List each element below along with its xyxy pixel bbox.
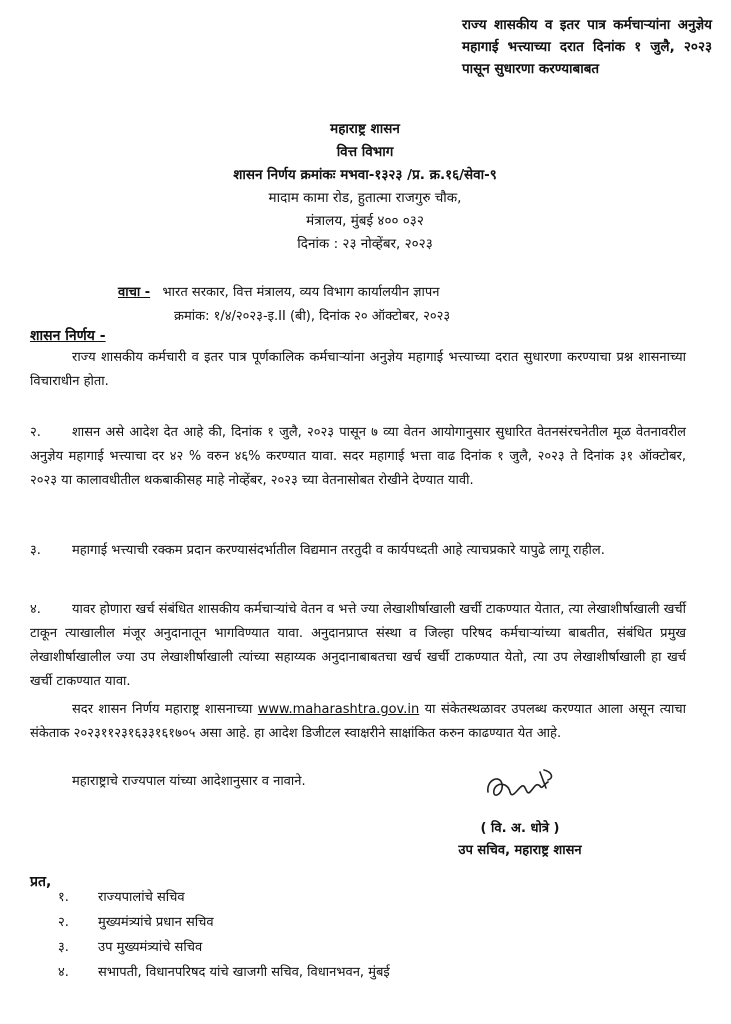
reference-block	[118, 281, 678, 329]
issuer-block	[150, 118, 580, 256]
list-item-number: ४.	[58, 965, 69, 980]
paragraph-1: राज्य शासकीय कर्मचारी व इतर पात्र पूर्णकालिक कर्मचाऱ्यांना अनुज्ञेय महागाई भत्त्याच्या दरात सुधारणा करण्याचा प्रश्न शासनाच्या विचाराधीन होता.	[30, 350, 686, 389]
website-link[interactable]: www.maharashtra.gov.in	[257, 702, 420, 717]
reference-line-1: भारत सरकार, वित्त मंत्रालय, व्यय विभाग कार्यालयीन ज्ञापन	[162, 285, 440, 300]
paragraph-4	[30, 598, 686, 694]
list-item-text: राज्यपालांचे सचिव	[98, 890, 185, 905]
paragraph-5-text-after: या संकेतस्थळावर उपलब्ध करण्यात आला असून त्याचा संकेताक २०२३११२३१६३३१६१७०५ असा आहे. हा आदेश डिजीटल स्वाक्षरीने साक्षांकित करुन काढण्यात येत आहे.	[30, 702, 686, 741]
paragraph-3	[30, 539, 686, 563]
copy-to-list	[58, 885, 678, 985]
paragraph-5-text-before: सदर शासन निर्णय महाराष्ट्र शासनाच्या	[72, 702, 258, 717]
signatory-designation: उप सचिव, महाराष्ट्र शासन	[458, 843, 582, 858]
list-item	[58, 960, 678, 985]
list-item	[58, 935, 678, 960]
paragraph-2-text: शासन असे आदेश देत आहे की, दिनांक १ जुलै, २०२३ पासून ७ व्या वेतन आयोगानुसार सुधारित वेतनसंरचनेतील मूळ वेतनावरील अनुज्ञेय महागाई भत्त्याचा दर ४२ % वरुन ४६% करण्यात यावा. सदर महागाई भत्ता वाढ दिनांक १ जुलै, २०२३ ते दिनांक ३१ ऑक्टोबर, २०२३ या कालावधीतील थकबाकीसह माहे नोव्हेंबर, २०२३ च्या वेतनासोबत रोखीने देण्यात यावी.	[30, 425, 686, 488]
paragraph-3-text: महागाई भत्त्याची रक्कम प्रदान करण्यासंदर्भातील विद्यमान तरतुदी व कार्यपध्दती आहे त्याचप्रकारे यापुढे लागू राहील.	[72, 543, 605, 558]
resolution-number: शासन निर्णय क्रमांकः मभवा-१३२३ /प्र. क्र.१६/सेवा-९	[233, 167, 497, 183]
list-item-text: सभापती, विधानपरिषद यांचे खाजगी सचिव, विधानभवन, मुंबई	[98, 965, 390, 980]
list-item-text: उप मुख्यमंत्र्यांचे सचिव	[98, 940, 203, 955]
paragraph-2	[30, 421, 686, 493]
resolution-heading: शासन निर्णय -	[30, 328, 106, 344]
paragraph-2-number: २.	[30, 425, 41, 440]
paragraph-5	[30, 698, 686, 746]
address-line-1: मादाम कामा रोड, हुतात्मा राजगुरु चौक,	[268, 190, 462, 206]
subject-block: राज्य शासकीय व इतर पात्र कर्मचाऱ्यांना अनुज्ञेय महागाई भत्त्याच्या दरात दिनांक १ जुलै, २०२३ पासून सुधारणा करण्याबाबत	[462, 17, 712, 77]
reference-label: वाचा -	[118, 285, 151, 300]
list-item	[58, 885, 678, 910]
list-item	[58, 910, 678, 935]
authority-line: महाराष्ट्राचे राज्यपाल यांच्या आदेशानुसार व नावाने.	[72, 774, 306, 789]
signatory-block	[420, 818, 620, 862]
issue-date: दिनांक : २३ नोव्हेंबर, २०२३	[297, 236, 433, 252]
government-name: महाराष्ट्र शासन	[330, 121, 400, 137]
list-item-text: मुख्यमंत्र्यांचे प्रधान सचिव	[98, 915, 214, 930]
paragraph-4-number: ४.	[30, 602, 41, 617]
reference-line-2: क्रमांक: १/४/२०२३-इ.II (बी), दिनांक २० ऑक्टोबर, २०२३	[174, 309, 451, 324]
list-item-number: २.	[58, 915, 69, 930]
list-item-number: १.	[58, 890, 69, 905]
paragraph-3-number: ३.	[30, 543, 41, 558]
signature-image	[482, 762, 562, 812]
department-name: वित्त विभाग	[336, 144, 394, 160]
address-line-2: मंत्रालय, मुंबई ४०० ०३२	[306, 213, 424, 229]
signatory-name: ( वि. अ. धोत्रे )	[480, 821, 560, 836]
list-item-number: ३.	[58, 940, 69, 955]
copy-to-heading: प्रत,	[30, 874, 52, 890]
paragraph-4-text: यावर होणारा खर्च संबंधित शासकीय कर्मचाऱ्यांचे वेतन व भत्ते ज्या लेखाशीर्षाखाली खर्ची टाकण्यात येतात, त्या लेखाशीर्षाखाली खर्ची टाकून त्याखालील मंजूर अनुदानातून भागविण्यात यावा. अनुदानप्राप्त संस्था व जिल्हा परिषद कर्मचाऱ्यांच्या बाबतीत, संबंधित प्रमुख लेखाशीर्षाखालील ज्या उप लेखाशीर्षाखाली त्यांच्या सहाय्यक अनुदानाबाबतचा खर्च खर्ची टाकण्यात येतो, त्या उप लेखाशीर्षाखाली हा खर्च खर्ची टाकण्यात यावा.	[30, 602, 686, 689]
